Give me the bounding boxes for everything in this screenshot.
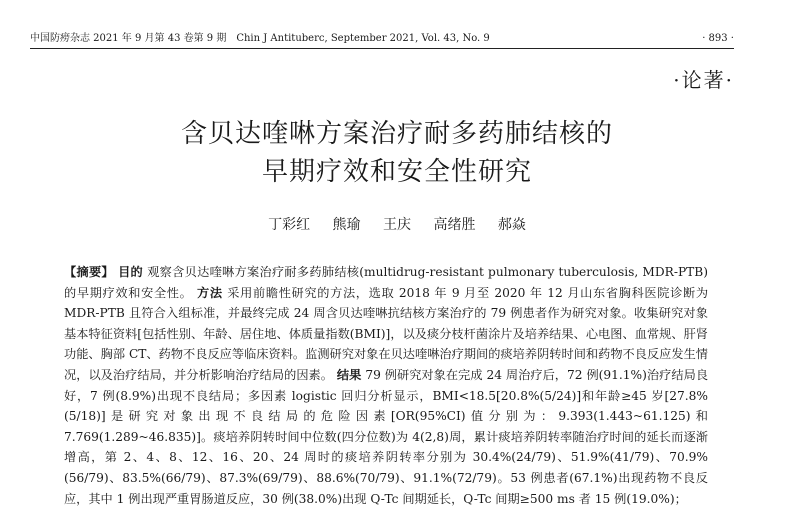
results-text: 79 例研究对象在完成 24 周治疗后，72 例(91.1%)治疗结局良好，7 例(8.9%)出现不良结局；多因素 logistic 回归分析显示，BMI<18.5[20.8%(5/24)]和年龄≥45 岁[27.8%(5/18)]是研究对象出现不良结局的危险因素[OR(95%CI)值分别为：9.393(1.443~61.125)和 7.769(1.289~46.835)]。痰培养阴转时间中位数(四分位数)为 4(2,8)周，累计痰培养阴转率随治疗时间的延长而逐渐增高，第 2、4、8、12、16、20、24 周时的痰培养阴转率分别为 30.4%(24/79)、51.9%(41/79)、70.9%(56/79)、83.5%(66/79)、87.3%(69/79)、88.6%(70/79)、91.1%(72/79)。53 例患者(67.1%)出现药物不良反应，其中 1 例出现严重胃肠道反应，30 例(38.0%)出现 Q-Tc 间期延长，Q-Tc 间期≥500 ms 者 15 例(19.0%)； <box>64 367 709 506</box>
author: 王庆 <box>383 217 411 233</box>
author-list <box>0 214 794 234</box>
article-title <box>0 115 794 191</box>
abstract <box>64 262 708 509</box>
title-line-1: 含贝达喹啉方案治疗耐多药肺结核的 <box>180 119 613 149</box>
objective-label: 目的 <box>118 265 144 279</box>
title-line-2: 早期疗效和安全性研究 <box>261 157 532 187</box>
results-label: 结果 <box>336 367 362 382</box>
methods-text: 采用前瞻性研究的方法，选取 2018 年 9 月至 2020 年 12 月山东省胸科医院诊断为 MDR-PTB 且符合入组标准，并最终完成 24 周含贝达喹啉抗结核方案治疗的 79 例患者作为研究对象。收集研究对象基本特征资料[包括性别、年龄、居住地、体质量指数(BMI)]，以及痰分枝杆菌涂片及培养结果、心电图、血常规、肝肾功能、胸部 CT、药物不良反应等临床资料。监测研究对象在贝达喹啉治疗期间的痰培养阴转时间和药物不良反应发生情况，以及治疗结局，并分析影响治疗结局的因素。 <box>64 285 709 382</box>
author: 熊瑜 <box>332 217 361 233</box>
author: 高绪胜 <box>433 217 476 233</box>
journal-citation: 中国防痨杂志 2021 年 9 月第 43 卷第 9 期 Chin J Antituberc, September 2021, Vol. 43, No. 9 <box>30 33 490 44</box>
running-header <box>30 32 734 49</box>
section-tag: ·论著· <box>673 68 734 92</box>
methods-label: 方法 <box>197 285 223 300</box>
abstract-label: 【摘要】 <box>64 265 114 279</box>
objective-text: 观察含贝达喹啉方案治疗耐多药肺结核(multidrug-resistant pulmonary tuberculosis, MDR-PTB)的早期疗效和安全性。 <box>64 265 709 300</box>
page-number: · 893 · <box>702 33 734 44</box>
author: 丁彩红 <box>268 217 311 233</box>
author: 郝焱 <box>497 217 526 233</box>
